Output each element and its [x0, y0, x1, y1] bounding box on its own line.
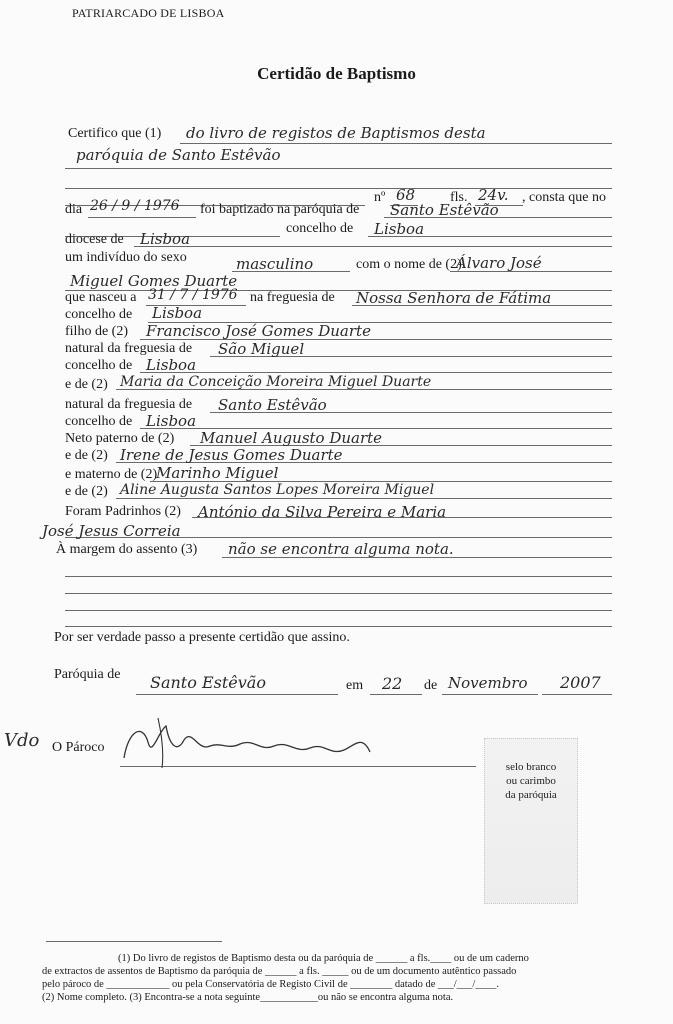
handwritten-folhas: 24v.: [478, 186, 509, 204]
handwritten-padrinhos-1: António da Silva Pereira e Maria: [198, 503, 447, 521]
label-avo-materna: e de (2): [65, 484, 108, 499]
handwritten-origem-2: paróquia de Santo Estêvão: [76, 146, 281, 164]
handwritten-paroquia-final: Santo Estêvão: [150, 673, 266, 692]
stamp-area: [484, 738, 578, 904]
handwritten-concelho: Lisboa: [374, 220, 425, 238]
label-concelho-pai: concelho de: [65, 358, 133, 373]
label-concelho: concelho de: [286, 221, 354, 236]
handwritten-mes-final: Novembro: [448, 674, 528, 692]
label-margem: À margem do assento (3): [56, 542, 198, 557]
handwritten-concelho-nascimento: Lisboa: [152, 304, 203, 322]
handwritten-mae-concelho: Lisboa: [146, 412, 197, 430]
label-padrinhos: Foram Padrinhos (2): [65, 504, 181, 519]
handwritten-avo-paterno: Manuel Augusto Duarte: [200, 429, 383, 447]
label-paroquia: Paróquia de: [54, 667, 121, 682]
label-baptizado: foi baptizado na paróquia de: [200, 202, 360, 217]
handwritten-pai: Francisco José Gomes Duarte: [146, 322, 371, 340]
label-consta: , consta que no: [522, 190, 606, 205]
label-materno: e materno de (2): [65, 467, 158, 482]
handwritten-data-baptismo: 26 / 9 / 1976: [90, 198, 180, 214]
handwritten-sexo: masculino: [236, 255, 314, 273]
handwritten-ano-final: 2007: [560, 673, 601, 692]
label-neto-paterno: Neto paterno de (2): [65, 431, 175, 446]
label-de: de: [424, 678, 438, 693]
handwritten-numero: 68: [396, 186, 416, 204]
handwritten-origem-1: do livro de registos de Baptismos desta: [186, 124, 486, 142]
handwritten-padrinhos-2: José Jesus Correia: [42, 522, 181, 540]
label-freguesia: na freguesia de: [250, 290, 335, 305]
stamp-line-1: selo branco: [505, 761, 557, 773]
label-natural-mae: natural da freguesia de: [65, 397, 193, 412]
label-concelho-mae: concelho de: [65, 414, 133, 429]
label-fls: fls.: [450, 190, 468, 205]
handwritten-avo-paterna: Irene de Jesus Gomes Duarte: [120, 446, 343, 464]
label-verdade: Por ser verdade passo a presente certidão que assino.: [54, 630, 350, 645]
handwritten-dia-final: 22: [382, 674, 403, 693]
label-mae: e de (2): [65, 377, 108, 392]
handwritten-diocese: Lisboa: [140, 230, 191, 248]
label-filho: filho de (2): [65, 324, 128, 339]
label-diocese: diocese de: [65, 232, 124, 247]
label-nome: com o nome de (2): [356, 257, 462, 272]
label-paroco: O Pároco: [52, 740, 105, 755]
handwritten-pai-concelho: Lisboa: [146, 356, 197, 374]
footnote-line-1: (1) Do livro de registos de Baptismo desta ou da paróquia de ______ a fls.____ ou de um caderno: [118, 953, 529, 964]
header-org: PATRIARCADO DE LISBOA: [72, 6, 225, 20]
stamp-line-3: da paróquia: [505, 789, 557, 801]
handwritten-avo-materno: Marinho Miguel: [156, 464, 279, 482]
handwritten-pai-freguesia: São Miguel: [218, 340, 305, 358]
handwritten-paroquia: Santo Estêvão: [390, 201, 499, 219]
handwritten-avo-materna: Aline Augusta Santos Lopes Moreira Miguel: [120, 482, 435, 498]
label-avo-paterna: e de (2): [65, 448, 108, 463]
label-em: em: [346, 678, 364, 693]
handwritten-margem: não se encontra alguma nota.: [228, 540, 454, 558]
handwritten-freguesia-nascimento: Nossa Senhora de Fátima: [356, 289, 552, 307]
label-dia: dia: [65, 202, 83, 217]
label-individuo: um indivíduo do sexo: [65, 250, 187, 265]
footnote-line-3: pelo pároco de ____________ ou pela Conservatória de Registo Civil de ________ datado de ___/___/____.: [42, 979, 499, 990]
document-title: Certidão de Baptismo: [257, 64, 416, 83]
label-natural-pai: natural da freguesia de: [65, 341, 193, 356]
footnote-line-2: de extractos de assentos de Baptismo da paróquia de ______ a fls. _____ ou de um documento autêntico passado: [42, 966, 517, 977]
handwritten-nome-2: Miguel Gomes Duarte: [70, 272, 238, 290]
handwritten-visto: Vdo: [4, 730, 40, 751]
label-concelho-nascimento: concelho de: [65, 307, 133, 322]
handwritten-mae: Maria da Conceição Moreira Miguel Duarte: [120, 374, 432, 390]
label-nasceu: que nasceu a: [65, 290, 137, 305]
label-numero: nº: [374, 190, 386, 205]
handwritten-mae-freguesia: Santo Estêvão: [218, 396, 327, 414]
paroco-signature: [118, 712, 388, 772]
footnote-line-4: (2) Nome completo. (3) Encontra-se a nota seguinte___________ou não se encontra alguma nota.: [42, 992, 454, 1003]
stamp-line-2: ou carimbo: [506, 775, 556, 787]
label-certifico: Certifico que (1): [68, 126, 162, 141]
handwritten-data-nascimento: 31 / 7 / 1976: [148, 287, 238, 303]
handwritten-nome-1: Álvaro José: [456, 254, 542, 272]
